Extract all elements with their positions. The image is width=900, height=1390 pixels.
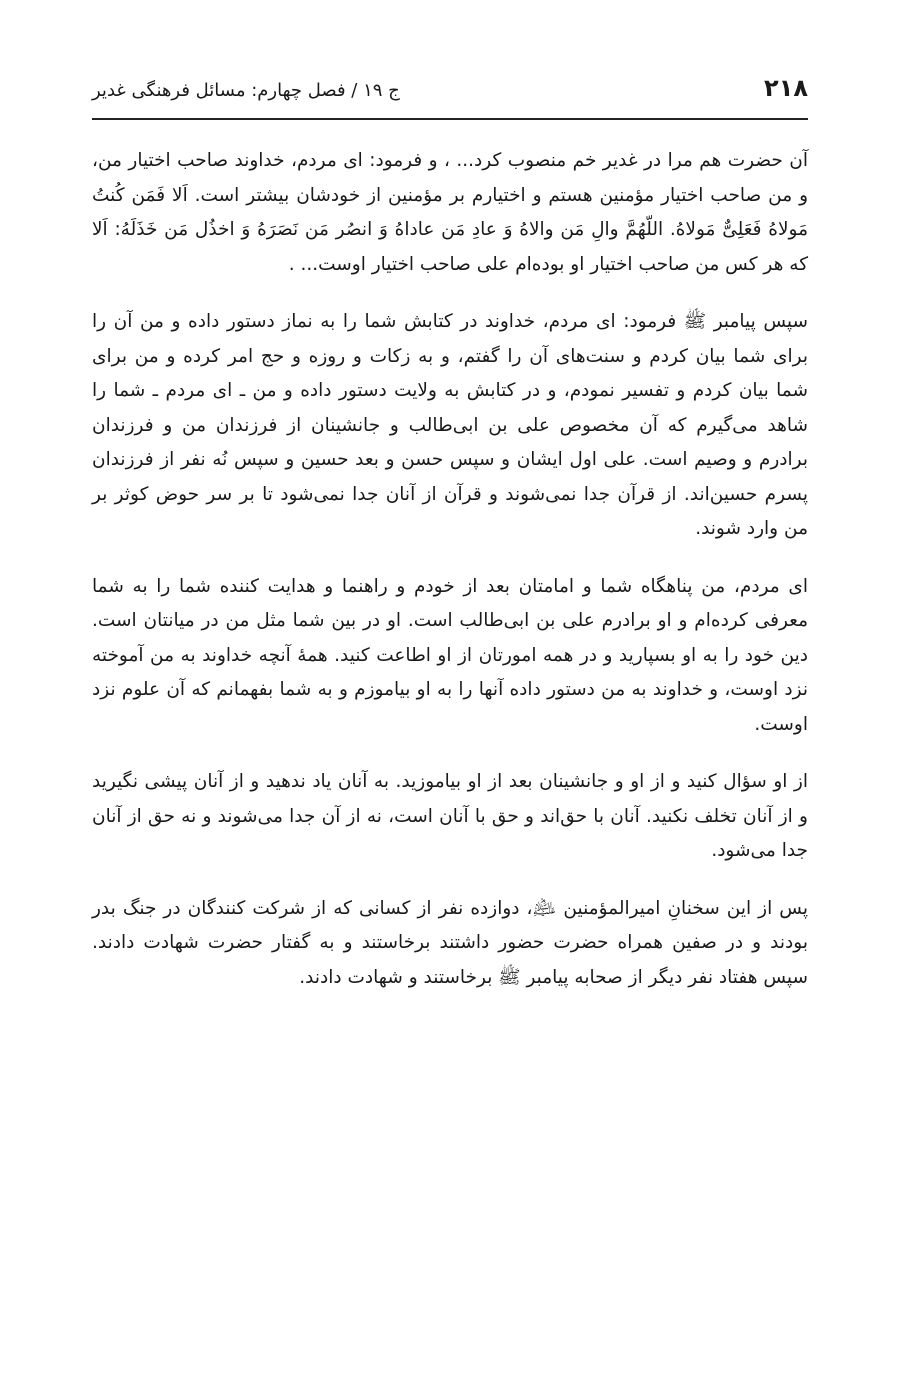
paragraph-2: سپس پیامبر ﷺ فرمود: ای مردم، خداوند در کتابش شما را به نماز دستور داده و من آن را برای شما بیان کردم و سنت‌های آن را گفتم، و به زکات و روزه و حج امر کرده و من برای شما بیان کردم و تفسیر نمودم، و در کتابش به ولایت دستور داده و من ـ ای مردم ـ شما را شاهد می‌گیرم که آن مخصوص علی بن ابی‌طالب و جانشینان از فرزندان من و فرزندان برادرم و وصیم است. علی اول ایشان و سپس حسن و بعد حسین و سپس نُه نفر از فرزندان پسرم حسین‌اند. از قرآن جدا نمی‌شوند و قرآن از آنان جدا نمی‌شود تا بر سر حوض کوثر بر من وارد شوند.	[92, 311, 808, 539]
running-title: ج ۱۹ / فصل چهارم: مسائل فرهنگی غدیر	[92, 80, 400, 101]
paragraph-4: از او سؤال کنید و از او و جانشینان بعد از او بیاموزید. به آنان یاد ندهید و از آنان پیشی نگیرید و از آنان تخلف نکنید. آنان با حق‌اند و حق با آنان است، نه از آن جدا می‌شوند و نه حق از آنان جدا می‌شود.	[92, 771, 808, 861]
paragraph-1: آن حضرت هم مرا در غدیر خم منصوب کرد... ، و فرمود: ای مردم، خداوند صاحب اختیار من، و من صاحب اختیار مؤمنین هستم و اختیارم بر مؤمنین از خودشان بیشتر است. اَلا فَمَن کُنتُ مَولاهُ فَعَلِیٌّ مَولاهُ. اللّهُمَّ والِ مَن والاهُ وَ عادِ مَن عاداهُ وَ انصُر مَن نَصَرَهُ وَ اخذُل مَن خَذَلَهُ: اَلا که هر کس من صاحب اختیار او بوده‌ام علی صاحب اختیار اوست... .	[92, 150, 808, 275]
book-page	[92, 0, 808, 1390]
page-header	[92, 62, 808, 120]
paragraph-5: پس از این سخنانِ امیرالمؤمنین ﵇، دوازده نفر از کسانی که از شرکت کنندگان در جنگ بدر بودند و در صفین همراه حضرت حضور داشتند برخاستند و به گفتار حضرت شهادت دادند. سپس هفتاد نفر دیگر از صحابه پیامبر ﷺ برخاستند و شهادت دادند.	[92, 897, 808, 988]
page-number: ۲۱۸	[764, 74, 808, 102]
paragraph-3: ای مردم، من پناهگاه شما و امامتان بعد از خودم و راهنما و هدایت کننده شما را به شما معرفی کرده‌ام و او برادرم علی بن ابی‌طالب است. او در بین شما مثل من در میانتان است. دین خود را به او بسپارید و در همه امورتان از او اطاعت کنید. همهٔ آنچه خداوند به من آموخته نزد اوست، و خداوند به من دستور داده آنها را به او بیاموزم و به شما بفهمانم که آن علوم نزد اوست.	[92, 575, 808, 735]
body-text	[92, 144, 808, 1018]
